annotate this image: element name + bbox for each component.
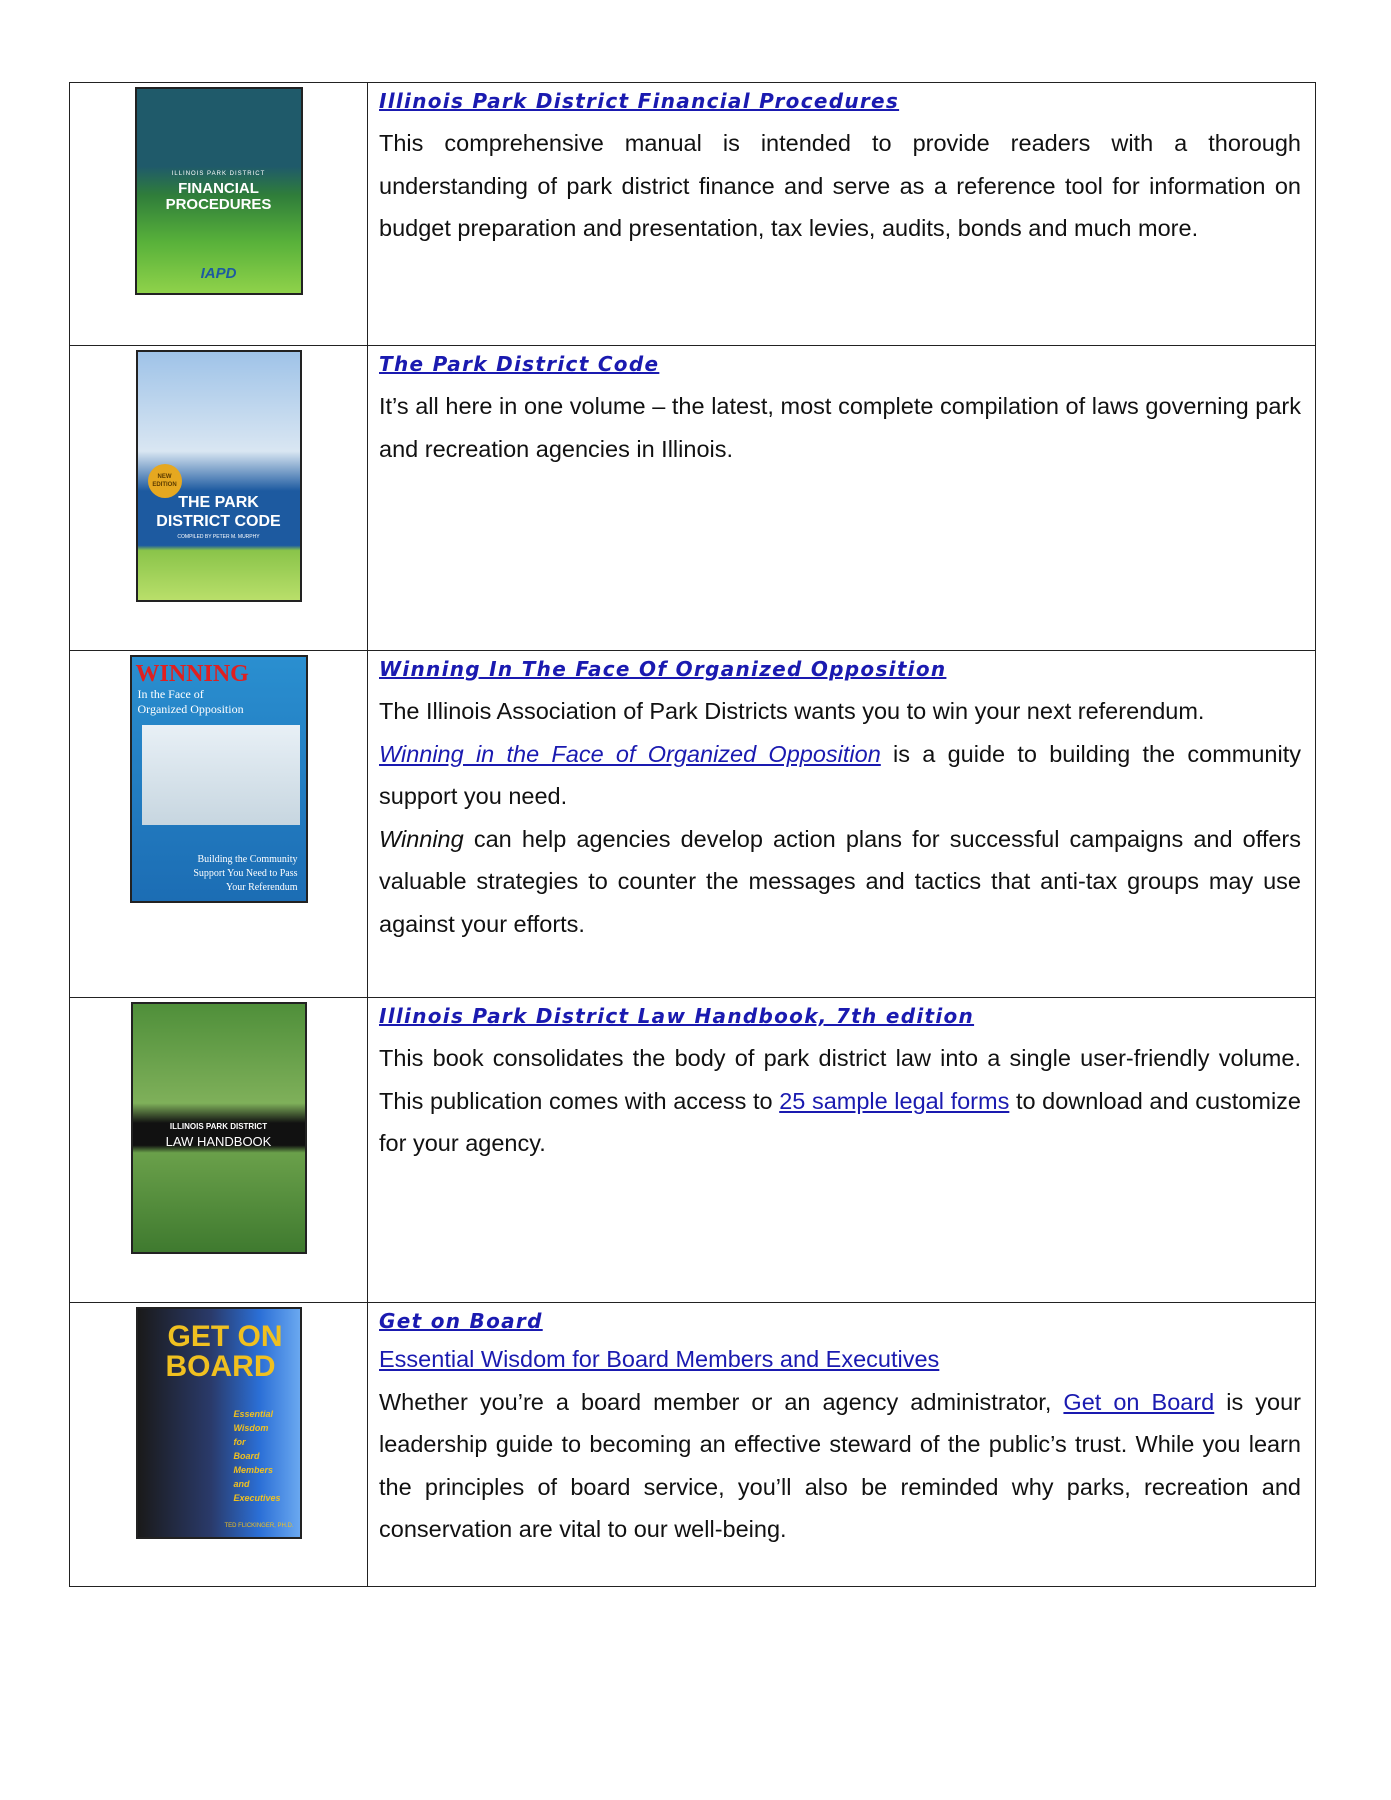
description-cell bbox=[368, 346, 1316, 651]
cover-author: TED FLICKINGER, PH.D. bbox=[224, 1523, 294, 1529]
table-row bbox=[70, 83, 1316, 346]
table-row bbox=[70, 346, 1316, 651]
description-cell bbox=[368, 651, 1316, 998]
cover-cell bbox=[70, 651, 368, 998]
table-row bbox=[70, 1303, 1316, 1587]
publisher-logo: IAPD bbox=[200, 265, 237, 282]
cover-text: and bbox=[233, 1479, 250, 1489]
book-title-link[interactable]: Winning In The Face Of Organized Opposition bbox=[379, 657, 947, 681]
paragraph-text: This book consolidates the body of park district law into a single user-friendly volume. This publication comes with access to bbox=[379, 1045, 1301, 1114]
new-edition-badge: NEW EDITION bbox=[148, 464, 182, 498]
table-row bbox=[70, 998, 1316, 1303]
description-paragraph bbox=[379, 1381, 1301, 1551]
subtitle-link[interactable]: Essential Wisdom for Board Members and Executives bbox=[379, 1346, 940, 1372]
paragraph-text: is your leadership guide to becoming an effective steward of the public’s trust. While you learn the principles of board service, you’ll also be reminded why parks, recreation and conservation are vital to our well-being. bbox=[379, 1388, 1302, 1543]
cover-text: LAW HANDBOOK bbox=[165, 1134, 272, 1149]
paragraph-text: is a guide to building the community support you need. bbox=[379, 740, 1301, 810]
cover-tagline bbox=[234, 1407, 281, 1505]
paragraph-text: Whether you’re a board member or an agency administrator, bbox=[379, 1388, 1064, 1415]
cover-text: Building the Community bbox=[197, 854, 298, 865]
book-cover-winning[interactable] bbox=[130, 655, 308, 903]
cover-text: Wisdom bbox=[233, 1423, 269, 1433]
book-title-link[interactable]: Illinois Park District Financial Procedures bbox=[379, 89, 900, 113]
cover-cell bbox=[70, 1303, 368, 1587]
paragraph-text: can help agencies develop action plans for successful campaigns and offers valuable strategies to counter the messages and tactics that anti-tax groups may use against your efforts. bbox=[379, 825, 1301, 937]
cover-text: PROCEDURES bbox=[165, 196, 272, 213]
book-title-link[interactable]: The Park District Code bbox=[379, 352, 660, 376]
cover-text: GET ON bbox=[167, 1320, 283, 1353]
cover-text: THE PARK bbox=[178, 494, 259, 511]
book-title-link[interactable]: Get on Board bbox=[379, 1309, 543, 1333]
description-cell bbox=[368, 1303, 1316, 1587]
book-description bbox=[379, 122, 1301, 250]
inline-book-link[interactable]: Winning in the Face of Organized Opposition bbox=[379, 740, 881, 767]
cover-text: BOARD bbox=[165, 1350, 276, 1383]
cover-text: Members bbox=[233, 1465, 274, 1475]
paragraph-text: to download and customize for your agency. bbox=[379, 1087, 1301, 1157]
book-cover-law-handbook[interactable] bbox=[131, 1002, 307, 1254]
book-cover-park-district-code[interactable] bbox=[136, 350, 302, 602]
book-description bbox=[379, 1381, 1301, 1551]
table-row bbox=[70, 651, 1316, 998]
cover-cell bbox=[70, 998, 368, 1303]
cover-text: Board bbox=[233, 1451, 260, 1461]
emphasis-text: Winning bbox=[379, 825, 464, 852]
book-cover-get-on-board[interactable] bbox=[136, 1307, 302, 1539]
cover-tagline bbox=[193, 853, 297, 895]
description-paragraph bbox=[379, 1037, 1301, 1165]
description-paragraph bbox=[379, 818, 1301, 946]
book-description bbox=[379, 690, 1301, 946]
cover-cell bbox=[70, 346, 368, 651]
cover-text: DISTRICT CODE bbox=[156, 513, 281, 530]
book-title-link[interactable]: Illinois Park District Law Handbook, 7th edition bbox=[379, 1004, 975, 1028]
cover-text: ILLINOIS PARK DISTRICT bbox=[169, 1122, 268, 1131]
cover-text: Support You Need to Pass bbox=[193, 868, 298, 879]
cover-text: ILLINOIS PARK DISTRICT bbox=[171, 171, 266, 177]
cover-photo bbox=[142, 725, 300, 825]
cover-text: FINANCIAL bbox=[178, 180, 259, 197]
cover-byline: COMPILED BY PETER M. MURPHY bbox=[177, 534, 260, 540]
cover-text: Your Referendum bbox=[226, 882, 298, 893]
sample-forms-link[interactable]: 25 sample legal forms bbox=[779, 1087, 1010, 1114]
book-description bbox=[379, 385, 1301, 470]
cover-text: Organized Opposition bbox=[137, 702, 244, 716]
cover-cell bbox=[70, 83, 368, 346]
description-cell bbox=[368, 83, 1316, 346]
description-paragraph: The Illinois Association of Park Districts wants you to win your next referendum. bbox=[379, 698, 1205, 724]
cover-text: In the Face of bbox=[137, 687, 204, 701]
description-paragraph: This comprehensive manual is intended to provide readers with a thorough understanding of park district finance and serve as a reference tool for information on budget preparation and presentation, tax levies, audits, bonds and much more. bbox=[379, 130, 1301, 242]
book-description bbox=[379, 1037, 1301, 1165]
cover-text: for bbox=[233, 1437, 246, 1447]
publications-table bbox=[69, 82, 1316, 1587]
description-paragraph bbox=[379, 733, 1301, 818]
inline-book-link[interactable]: Get on Board bbox=[1063, 1388, 1215, 1415]
cover-text: WINNING bbox=[135, 661, 249, 687]
book-cover-financial-procedures[interactable] bbox=[135, 87, 303, 295]
description-paragraph: It’s all here in one volume – the latest, most complete compilation of laws governing park and recreation agencies in Illinois. bbox=[379, 393, 1301, 462]
cover-text: Essential bbox=[233, 1409, 274, 1419]
description-cell bbox=[368, 998, 1316, 1303]
cover-text: Executives bbox=[233, 1493, 281, 1503]
